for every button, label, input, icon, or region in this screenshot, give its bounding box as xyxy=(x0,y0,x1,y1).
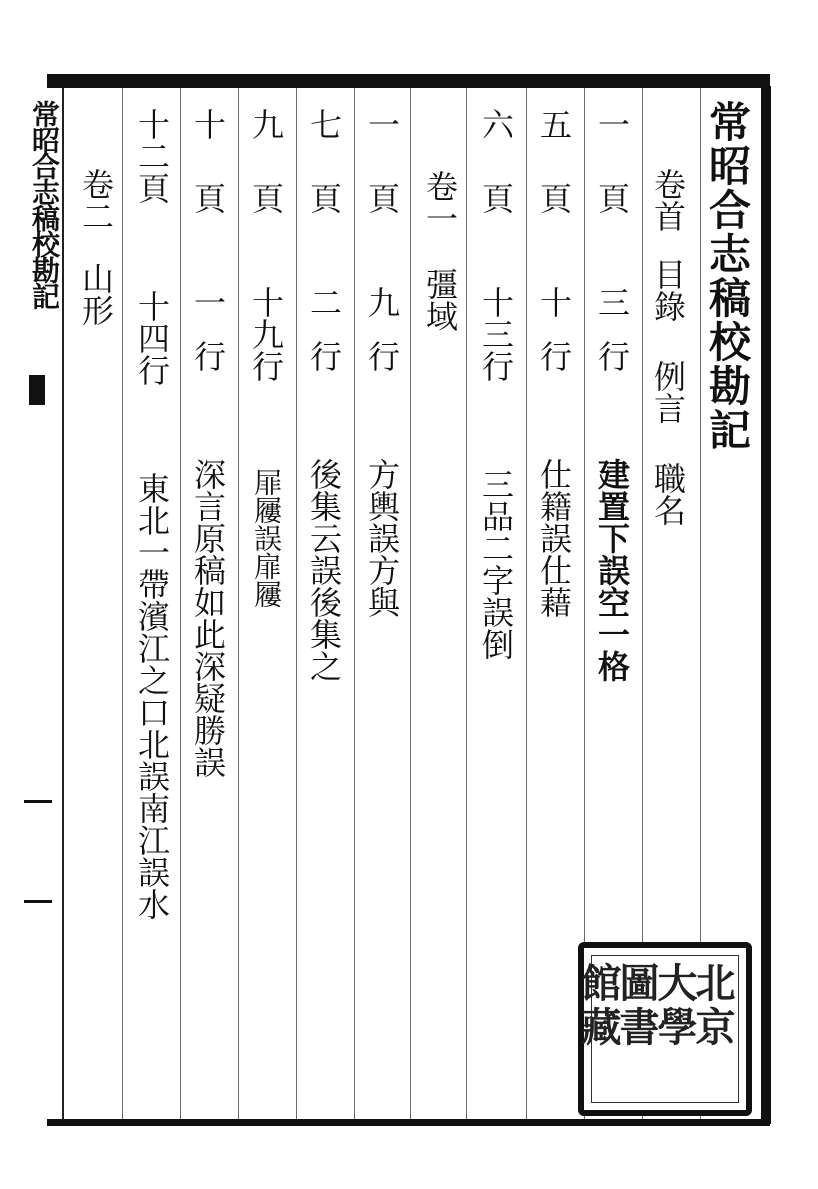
entry-row xyxy=(477,108,515,660)
page-number: 十二 xyxy=(133,108,171,172)
margin-page-mark xyxy=(24,900,52,903)
page-number: 一 xyxy=(593,108,631,140)
entry-row xyxy=(535,108,573,618)
entry-row xyxy=(305,108,343,682)
line-number: 十四 xyxy=(133,290,171,354)
section-name: 卷首 xyxy=(649,168,687,232)
line-label: 行 xyxy=(247,350,285,382)
section-topic: 彊域 xyxy=(421,268,459,332)
page-label: 頁 xyxy=(535,182,573,214)
seal-text: 大學 xyxy=(651,962,698,1050)
line-number: 一 xyxy=(189,286,227,318)
margin-title: 常昭合志稿校勘記 xyxy=(28,100,61,308)
line-label: 行 xyxy=(535,340,573,372)
page-label: 頁 xyxy=(133,172,171,204)
line-label: 行 xyxy=(305,340,343,372)
page-number: 十 xyxy=(189,108,227,140)
section-items: 目錄 例言 職名 xyxy=(649,258,687,526)
page-label: 頁 xyxy=(247,182,285,214)
line-number: 十九 xyxy=(247,286,285,350)
page-number: 六 xyxy=(477,108,515,140)
line-number: 十三 xyxy=(477,286,515,350)
column-divider xyxy=(296,88,297,1119)
page-label: 頁 xyxy=(593,182,631,214)
column-divider xyxy=(466,88,467,1119)
page-number: 一 xyxy=(363,108,401,140)
page-number: 五 xyxy=(535,108,573,140)
entry-row xyxy=(247,108,285,608)
entry-row xyxy=(189,108,227,778)
page-label: 頁 xyxy=(363,182,401,214)
column-divider xyxy=(354,88,355,1119)
bottom-border-rule xyxy=(47,1119,770,1126)
page-number: 九 xyxy=(247,108,285,140)
seal-text: 北京 xyxy=(689,962,736,1050)
seal-text: 館藏 xyxy=(575,962,622,1050)
column-divider xyxy=(526,88,527,1119)
library-seal xyxy=(575,942,752,1116)
column-divider xyxy=(180,88,181,1119)
correction-note: 方輿誤方與 xyxy=(363,458,401,618)
line-label: 行 xyxy=(363,340,401,372)
entry-row xyxy=(133,108,171,920)
section-juanshou xyxy=(649,168,687,526)
entry-row xyxy=(363,108,401,618)
line-label: 行 xyxy=(133,354,171,386)
section-name: 卷二 xyxy=(77,168,115,232)
line-number: 三 xyxy=(593,286,631,318)
page-number: 七 xyxy=(305,108,343,140)
column-divider xyxy=(410,88,411,1119)
margin-divider-line xyxy=(62,88,64,1119)
correction-note: 後集云誤後集之 xyxy=(305,458,343,682)
column-divider xyxy=(238,88,239,1119)
page-label: 頁 xyxy=(189,182,227,214)
fish-tail-mark xyxy=(29,375,45,405)
right-border-rule xyxy=(761,86,771,1124)
document-title: 常昭合志稿校勘記 xyxy=(703,100,752,452)
line-label: 行 xyxy=(189,340,227,372)
page-label: 頁 xyxy=(305,182,343,214)
top-border-rule xyxy=(47,74,770,88)
line-number: 九 xyxy=(363,286,401,318)
section-juan1 xyxy=(421,170,459,332)
correction-note: 建置下誤空一格 xyxy=(593,458,631,682)
section-juan2 xyxy=(77,168,115,326)
page-label: 頁 xyxy=(477,182,515,214)
correction-note: 三品二字誤倒 xyxy=(477,468,515,660)
correction-note: 仕籍誤仕藉 xyxy=(535,458,573,618)
correction-note: 屝屨誤扉屨 xyxy=(250,468,283,608)
line-number: 十 xyxy=(535,286,573,318)
correction-note: 東北一帶濱江之口北誤南江誤水 xyxy=(133,472,171,920)
section-name: 卷一 xyxy=(421,170,459,234)
margin-page-mark xyxy=(24,800,52,803)
seal-text: 圖書 xyxy=(613,962,660,1050)
section-topic: 山形 xyxy=(77,262,115,326)
correction-note: 深言原稿如此深疑勝誤 xyxy=(189,458,227,778)
column-divider xyxy=(122,88,123,1119)
entry-row xyxy=(593,108,631,682)
line-label: 行 xyxy=(477,350,515,382)
line-label: 行 xyxy=(593,340,631,372)
line-number: 二 xyxy=(305,286,343,318)
